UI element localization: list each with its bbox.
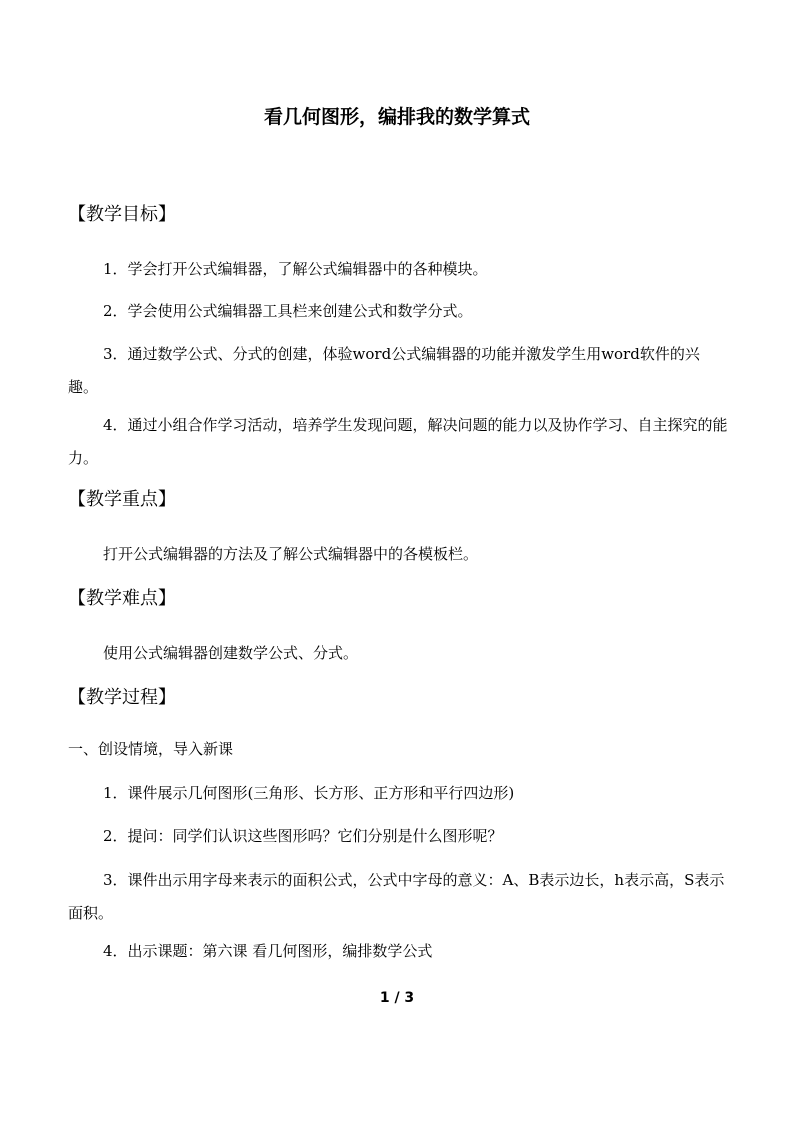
key-points-text: 打开公式编辑器的方法及了解公式编辑器中的各模板栏。 xyxy=(103,545,479,563)
process-subheading: 一、创设情境，导入新课 xyxy=(68,740,234,758)
objective-item-4 xyxy=(68,409,728,475)
objective-item-3 xyxy=(68,338,728,404)
objective-item-1: 1．学会打开公式编辑器，了解公式编辑器中的各种模块。 xyxy=(103,260,488,278)
process-item-2: 2．提问：同学们认识这些图形吗？它们分别是什么图形呢？ xyxy=(103,827,503,845)
objective-item-4-text: 4．通过小组合作学习活动，培养学生发现问题，解决问题的能力以及协作学习、自主探究的能力。 xyxy=(68,416,728,467)
section-heading-objectives: 【教学目标】 xyxy=(68,204,176,225)
process-item-4: 4．出示课题：第六课 看几何图形，编排数学公式 xyxy=(103,942,433,960)
process-item-3 xyxy=(68,864,728,930)
page-title: 看几何图形，编排我的数学算式 xyxy=(263,106,530,128)
objective-item-2: 2．学会使用公式编辑器工具栏来创建公式和数学分式。 xyxy=(103,302,473,320)
process-item-1: 1．课件展示几何图形(三角形、长方形、正方形和平行四边形) xyxy=(103,784,515,802)
difficulties-text: 使用公式编辑器创建数学公式、分式。 xyxy=(103,644,359,662)
section-heading-difficulties: 【教学难点】 xyxy=(68,588,176,609)
section-heading-process: 【教学过程】 xyxy=(68,687,176,708)
section-heading-key-points: 【教学重点】 xyxy=(68,489,176,510)
objective-item-3-text: 3．通过数学公式、分式的创建，体验word公式编辑器的功能并激发学生用word软件的兴趣。 xyxy=(68,345,700,396)
process-item-3-text: 3．课件出示用字母来表示的面积公式，公式中字母的意义：A、B表示边长，h表示高，S表示面积。 xyxy=(68,871,725,922)
page-indicator: 1 / 3 xyxy=(379,990,415,1006)
